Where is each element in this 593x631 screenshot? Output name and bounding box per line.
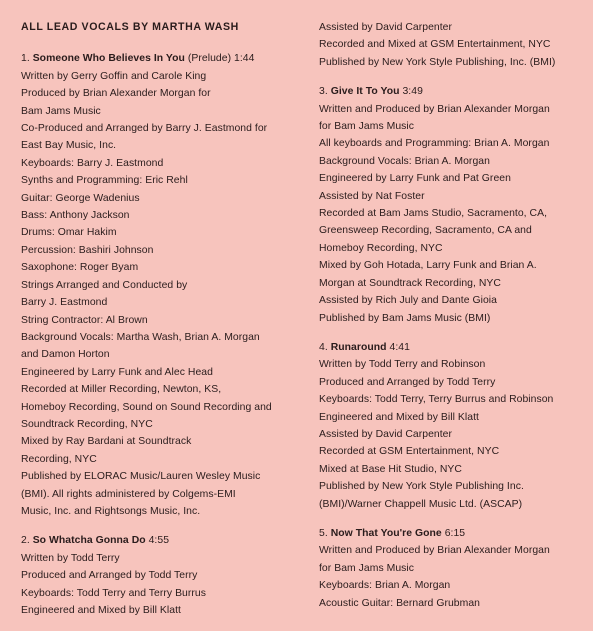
track-duration: 4:55 (148, 535, 170, 547)
track-title: Now That You're Gone (330, 527, 442, 539)
credit-line: Produced and Arranged by Todd Terry (21, 570, 198, 582)
track-duration: 6:15 (444, 527, 466, 539)
track-duration: 3:49 (402, 86, 423, 98)
credit-line: All keyboards and Programming: Brian A. Morgan (319, 138, 550, 150)
credit-line: Homeboy Recording, Sound on Sound Recording and (21, 401, 272, 413)
track-credit-block (319, 83, 581, 327)
credit-line: Keyboards: Brian A. Morgan (319, 580, 451, 592)
credit-line: Keyboards: Todd Terry and Terry Burrus (21, 587, 206, 599)
track-number: 5. (319, 527, 328, 539)
credit-line: Percussion: Bashiri Johnson (21, 244, 154, 256)
track-duration: (Prelude) 1:44 (187, 53, 255, 65)
credit-line: Assisted by David Carpenter (319, 428, 453, 440)
credit-line: Recorded at GSM Entertainment, NYC (319, 446, 500, 458)
credit-line: Assisted by David Carpenter (319, 22, 453, 33)
credit-line: Engineered and Mixed by Bill Klatt (319, 411, 479, 423)
track-title-line (319, 525, 581, 542)
credit-line: Keyboards: Todd Terry, Terry Burrus and Robinson (319, 394, 554, 406)
credit-line: Engineered by Larry Funk and Pat Green (319, 173, 511, 185)
track-credit-block (21, 50, 289, 520)
credit-line: (BMI). All rights administered by Colgems-EMI (21, 488, 236, 500)
credit-line: Published by Bam Jams Music (BMI) (319, 312, 491, 324)
credit-line: Produced and Arranged by Todd Terry (319, 376, 496, 388)
section-header: ALL LEAD VOCALS BY MARTHA WASH (21, 21, 239, 33)
track-credit-block (21, 532, 289, 619)
right-column (319, 19, 581, 624)
credit-line: Strings Arranged and Conducted by (21, 279, 188, 291)
credit-line: (BMI)/Warner Chappell Music Ltd. (ASCAP) (319, 498, 523, 510)
credit-line: Synths and Programming: Eric Rehl (21, 175, 188, 187)
track-title: Runaround (330, 341, 387, 353)
credit-line: Recording, NYC (21, 453, 97, 465)
credit-line: Saxophone: Roger Byam (21, 262, 139, 274)
credit-line: Morgan at Soundtrack Recording, NYC (319, 277, 501, 289)
track-title: So Whatcha Gonna Do (32, 535, 146, 547)
track-title-line (319, 83, 581, 100)
track-number: 4. (319, 341, 328, 353)
credit-line: Homeboy Recording, NYC (319, 242, 443, 254)
credit-line: Barry J. Eastmond (21, 297, 108, 309)
credit-line: Drums: Omar Hakim (21, 227, 117, 239)
credit-line: Published by ELORAC Music/Lauren Wesley Music (21, 471, 261, 483)
track-title: Someone Who Believes In You (32, 53, 185, 65)
credit-line: Background Vocals: Brian A. Morgan (319, 155, 490, 167)
credit-line: String Contractor: Al Brown (21, 314, 148, 326)
credit-line: Written and Produced by Brian Alexander Morgan (319, 545, 550, 557)
credit-line: and Damon Horton (21, 349, 110, 361)
credit-line: Written by Todd Terry (21, 552, 120, 564)
credit-line: Published by New York Style Publishing, Inc. (BMI) (319, 56, 556, 68)
track-title-line (21, 532, 289, 549)
right-track-list (319, 19, 581, 612)
left-track-list (21, 50, 289, 619)
credit-line: for Bam Jams Music (319, 562, 415, 574)
track-title-line (21, 50, 289, 67)
credit-line: Assisted by Rich July and Dante Gioia (319, 295, 497, 307)
credit-line: Mixed at Base Hit Studio, NYC (319, 463, 462, 475)
track-title-line (319, 339, 581, 356)
track-credit-block (319, 19, 581, 71)
credit-line: Recorded at Bam Jams Studio, Sacramento, CA, (319, 208, 548, 220)
credit-line: Produced by Brian Alexander Morgan for (21, 88, 211, 100)
left-column (21, 19, 289, 631)
credit-line: Guitar: George Wadenius (21, 192, 140, 204)
track-credit-block (319, 339, 581, 513)
credit-line: Published by New York Style Publishing Inc. (319, 481, 524, 493)
credit-line: Co-Produced and Arranged by Barry J. Eastmond for (21, 123, 268, 135)
track-number: 2. (21, 535, 30, 547)
credit-line: Recorded and Mixed at GSM Entertainment, NYC (319, 39, 551, 51)
track-title: Give It To You (330, 86, 400, 98)
credit-line: Acoustic Guitar: Bernard Grubman (319, 597, 480, 609)
credit-line: Engineered by Larry Funk and Alec Head (21, 366, 213, 378)
track-number: 3. (319, 86, 328, 98)
credit-line: Recorded at Miller Recording, Newton, KS, (21, 384, 222, 396)
track-credit-block (319, 525, 581, 612)
credit-line: Assisted by Nat Foster (319, 190, 425, 202)
credit-line: Written by Gerry Goffin and Carole King (21, 70, 207, 82)
track-number: 1. (21, 53, 30, 65)
credit-line: for Bam Jams Music (319, 121, 415, 133)
credit-line: Greensweep Recording, Sacramento, CA and (319, 225, 532, 237)
credit-line: Background Vocals: Martha Wash, Brian A. Morgan (21, 331, 260, 343)
credit-line: Mixed by Ray Bardani at Soundtrack (21, 436, 192, 448)
credit-line: Written and Produced by Brian Alexander Morgan (319, 103, 550, 115)
credit-line: Music, Inc. and Rightsongs Music, Inc. (21, 505, 201, 517)
credit-line: Written by Todd Terry and Robinson (319, 359, 486, 371)
credit-line: Engineered and Mixed by Bill Klatt (21, 605, 181, 616)
credit-line: Bam Jams Music (21, 105, 101, 117)
credit-line: Mixed by Goh Hotada, Larry Funk and Brian A. (319, 260, 537, 272)
track-duration: 4:41 (389, 341, 410, 353)
credit-line: Bass: Anthony Jackson (21, 210, 130, 222)
credit-line: East Bay Music, Inc. (21, 140, 117, 152)
credit-line: Soundtrack Recording, NYC (21, 418, 153, 430)
credit-line: Keyboards: Barry J. Eastmond (21, 157, 164, 169)
